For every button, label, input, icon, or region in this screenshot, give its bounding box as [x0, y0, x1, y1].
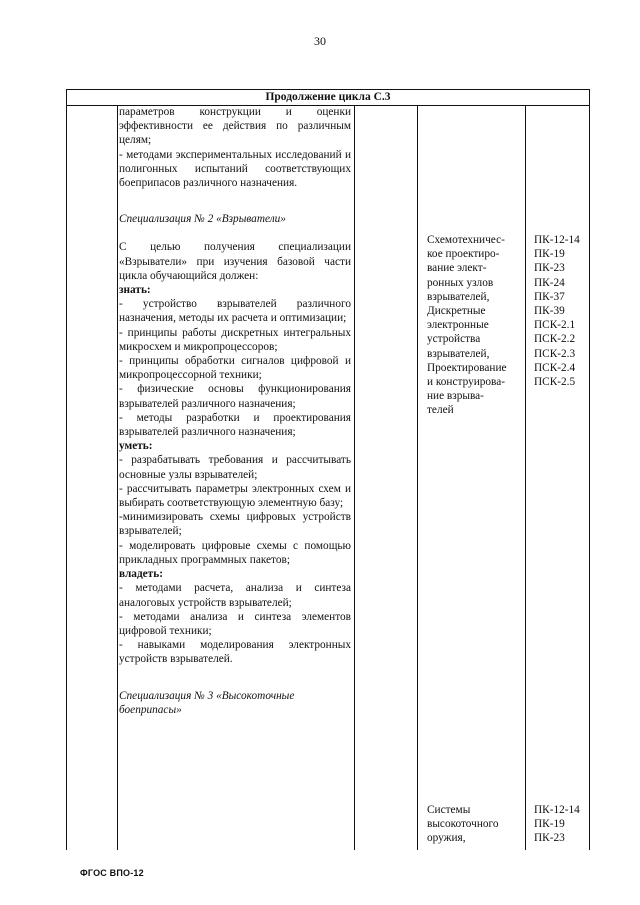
competence-code: ПК-39 — [534, 305, 565, 318]
discipline-line: Системы — [427, 804, 471, 816]
discipline-line: ние взрыва- — [427, 390, 484, 403]
requirements-text-column — [119, 105, 351, 717]
competences-cell-spec3 — [534, 803, 590, 846]
competence-code: ПК-23 — [534, 832, 565, 845]
discipline-line: электронные — [427, 319, 489, 332]
competence-code: ПСК-2.2 — [534, 333, 576, 346]
disciplines-cell-spec2 — [427, 233, 523, 418]
discipline-line: устройства — [427, 333, 481, 346]
specialization-title: Специализация № 3 «Высокоточные боеприпасы» — [119, 689, 295, 716]
text-paragraph: С целью получения специализации «Взрыватели» при изучения базовой части цикла обучающийся должен: — [119, 241, 351, 282]
section-heading: знать: — [119, 284, 151, 297]
text-paragraph: - моделировать цифровые схемы с помощью прикладных программных пакетов; — [119, 539, 351, 566]
text-paragraph: - методы разработки и проектирования взрывателей различного назначения; — [119, 411, 351, 439]
section-heading: уметь: — [119, 440, 153, 453]
competence-table — [66, 89, 590, 850]
text-paragraph: - устройство взрывателей различного назначения, методы их расчета и оптимизации; — [119, 298, 351, 325]
competence-code: ПСК-2.1 — [534, 319, 576, 332]
competence-code: ПК-12-14 — [534, 804, 580, 816]
text-paragraph: - методами анализа и синтеза элементов цифровой техники; — [119, 610, 351, 637]
column-divider — [354, 106, 355, 850]
column-divider — [417, 106, 418, 850]
column-divider — [525, 106, 526, 850]
spacer — [119, 226, 351, 240]
discipline-line: Проектирование — [427, 361, 507, 374]
text-paragraph: параметров конструкции и оценки эффективности ее действия по различным целям; — [119, 106, 351, 147]
discipline-line: и конструирова- — [427, 376, 506, 389]
text-paragraph: - принципы обработки сигналов цифровой и микропроцессорной техники; — [119, 355, 351, 382]
text-paragraph: - методами экспериментальных исследований и полигонных испытаний соответствующих боеприпасов различного назначения. — [119, 148, 351, 190]
competence-code: ПСК-2.5 — [534, 376, 576, 389]
discipline-line: взрывателей, — [427, 290, 490, 303]
column-divider — [117, 106, 118, 850]
competence-code: ПК-19 — [534, 248, 565, 261]
discipline-line: вание элект- — [427, 262, 487, 275]
competence-code: ПК-37 — [534, 290, 565, 303]
disciplines-cell-spec3 — [427, 803, 523, 846]
specialization-title: Специализация № 2 «Взрыватели» — [119, 213, 286, 226]
discipline-line: Дискретные — [427, 305, 486, 318]
discipline-line: телей — [427, 404, 454, 417]
table-header: Продолжение цикла С.3 — [67, 90, 589, 106]
text-paragraph: - навыками моделирования электронных устройств взрывателей. — [119, 639, 351, 666]
text-paragraph: - физические основы функционирования взрывателей различного назначения; — [119, 383, 351, 410]
text-paragraph: -минимизировать схемы цифровых устройств взрывателей; — [119, 511, 351, 538]
document-footer: ФГОС ВПО-12 — [80, 868, 144, 878]
discipline-line: оружия, — [427, 832, 466, 845]
discipline-line: Схемотехничес- — [427, 234, 505, 246]
discipline-line: взрывателей, — [427, 347, 490, 360]
competence-code: ПСК-2.3 — [534, 347, 576, 360]
text-paragraph: - методами расчета, анализа и синтеза аналоговых устройств взрывателей; — [119, 582, 351, 609]
text-paragraph: - рассчитывать параметры электронных схем и выбирать соответствующую элементную базу; — [119, 482, 351, 510]
discipline-line: ронных узлов — [427, 276, 494, 289]
competence-code: ПК-19 — [534, 818, 565, 831]
competence-code: ПСК-2.4 — [534, 361, 576, 374]
competences-cell-spec2 — [534, 233, 590, 389]
competence-code: ПК-12-14 — [534, 234, 580, 246]
text-paragraph: - принципы работы дискретных интегральных микросхем и микропроцессоров; — [119, 326, 351, 353]
spacer — [119, 667, 351, 689]
spacer — [119, 190, 351, 212]
page-number: 30 — [314, 34, 326, 48]
section-heading: владеть: — [119, 568, 163, 581]
text-paragraph: - разрабатывать требования и рассчитывать основные узлы взрывателей; — [119, 454, 351, 481]
discipline-line: высокоточного — [427, 818, 499, 831]
competence-code: ПК-24 — [534, 276, 565, 289]
discipline-line: кое проектиро- — [427, 248, 500, 261]
competence-code: ПК-23 — [534, 262, 565, 275]
